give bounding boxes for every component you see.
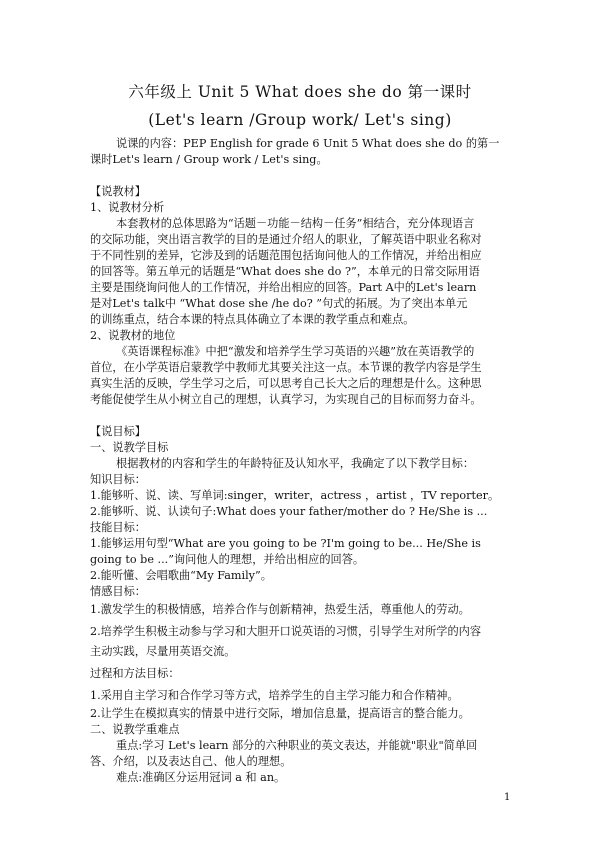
goal-heading: 知识目标： bbox=[90, 473, 146, 486]
goal-heading: 情感目标： bbox=[90, 585, 146, 598]
text-line: going to be ...”询问他人的理想，并给出相应的回答。 bbox=[90, 553, 365, 566]
text-line: 首位，在小学英语启蒙教学中教师尤其要关注这一点。本节课的教学内容是学生 bbox=[90, 361, 482, 374]
text-line: 主要是围绕询问他人的工作情况，并给出相应的回答。Part A中的Let's learn bbox=[90, 281, 477, 294]
document-title: 六年级上 Unit 5 What does she do 第一课时 bbox=[128, 83, 472, 101]
section-heading: 【说教材】 bbox=[90, 185, 146, 198]
text-line: 2.让学生在模拟真实的情景中进行交际，增加信息量，提高语言的整合能力。 bbox=[90, 707, 470, 720]
text-line: 1.激发学生的积极情感，培养合作与创新精神，热爱生活，尊重他人的劳动。 bbox=[90, 603, 470, 616]
goal-heading: 技能目标： bbox=[90, 521, 146, 534]
text-line: 《英语课程标准》中把“激发和培养学生学习英语的兴趣”放在英语教学的 bbox=[116, 345, 475, 358]
text-line: 于不同性别的差异，它涉及到的话题范围包括询问他人的工作情况，并给出相应 bbox=[90, 249, 482, 262]
text-line: 的训练重点，结合本课的特点具体确立了本课的教学重点和难点。 bbox=[90, 313, 415, 326]
text-line: 答、介绍，以及表达自己、他人的理想。 bbox=[90, 755, 292, 768]
text-line: 考能促使学生从小树立自己的理想，认真学习，为实现自己的目标而努力奋斗。 bbox=[90, 393, 482, 406]
text-line: 难点:准确区分运用冠词 a 和 an。 bbox=[116, 771, 286, 784]
document-subtitle: (Let's learn /Group work/ Let's sing) bbox=[148, 111, 452, 129]
goal-heading: 过程和方法目标： bbox=[90, 667, 180, 680]
page-number: 1 bbox=[504, 792, 511, 803]
text-line: 2.能够听、说、认读句子:What does your father/mother do ? He/She is ... bbox=[90, 505, 488, 518]
text-line: 1.能够运用句型“What are you going to be ?I'm going to be... He/She is bbox=[90, 537, 481, 550]
section-heading: 【说目标】 bbox=[90, 425, 146, 438]
text-line: 1.采用自主学习和合作学习等方式，培养学生的自主学习能力和合作精神。 bbox=[90, 689, 459, 702]
text-line: 根据教材的内容和学生的年龄特征及认知水平，我确定了以下教学目标： bbox=[116, 457, 475, 470]
text-line: 真实生活的反映，学生学习之后，可以思考自己长大之后的理想是什么。这种思 bbox=[90, 377, 482, 390]
text-line: 的回答等。第五单元的话题是“What does she do ?”，本单元的日常交际用语 bbox=[90, 265, 480, 278]
text-line: 1.能够听、说、读、写单词:singer，writer，actress ，artist ，TV reporter。 bbox=[90, 489, 500, 502]
subsection-heading: 1、说教材分析 bbox=[90, 201, 165, 214]
text-line: 本套教材的总体思路为“话题－功能－结构－任务”相结合，充分体现语言 bbox=[116, 217, 475, 230]
text-line: 主动实践，尽量用英语交流。 bbox=[90, 645, 236, 658]
subsection-heading: 二、说教学重难点 bbox=[90, 723, 180, 736]
text-line: 是对Let's talk中 “What dose she /he do? ”句式的拓展。为了突出本单元 bbox=[90, 297, 468, 310]
text-line: 2.能听懂、会唱歌曲“My Family”。 bbox=[90, 569, 272, 582]
text-line: 的交际功能，突出语言教学的目的是通过介绍人的职业，了解英语中职业名称对 bbox=[90, 233, 482, 246]
text-line: 重点:学习 Let's learn 部分的六种职业的英文表达，并能就"职业"简单回 bbox=[116, 739, 478, 752]
subsection-heading: 2、说教材的地位 bbox=[90, 329, 176, 342]
text-line: 2.培养学生积极主动参与学习和大胆开口说英语的习惯，引导学生对所学的内容 bbox=[90, 625, 482, 638]
text-line: 说课的内容：PEP English for grade 6 Unit 5 What does she do 的第一 bbox=[116, 137, 500, 150]
subsection-heading: 一、说教学目标 bbox=[90, 441, 169, 454]
text-line: 课时Let's learn / Group work / Let's sing。 bbox=[90, 153, 328, 166]
